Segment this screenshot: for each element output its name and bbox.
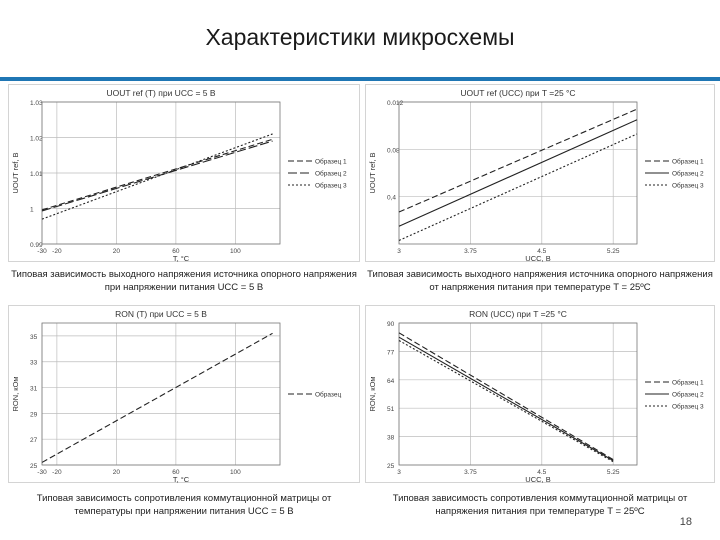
y-tick-label: 33 bbox=[30, 359, 38, 367]
x-tick-label: 100 bbox=[229, 469, 241, 476]
x-tick-label: -30 bbox=[37, 248, 47, 255]
x-tick-label: 3 bbox=[397, 469, 401, 476]
x-axis-label: UCC, В bbox=[525, 254, 551, 262]
y-tick-label: 1.01 bbox=[30, 171, 43, 178]
y-tick-label: 0,4 bbox=[387, 194, 397, 202]
page-number: 18 bbox=[679, 516, 692, 528]
caption-chart-2: Типовая зависимость выходного напряжения источника опорного напряжения от напряжения питания при температуре T = 25ºC bbox=[367, 269, 713, 293]
y-tick-label: 1.02 bbox=[30, 135, 43, 143]
x-tick-label: 100 bbox=[229, 248, 241, 255]
x-axis-label: T, °C bbox=[172, 475, 190, 483]
chart-ucc-uref bbox=[365, 84, 715, 262]
x-tick-label: -30 bbox=[37, 469, 47, 476]
legend-label: Образец 2 bbox=[315, 170, 347, 178]
chart-ucc-ron bbox=[365, 305, 715, 483]
x-tick-label: 3.75 bbox=[464, 469, 477, 476]
y-axis-label: RON, кОм bbox=[11, 376, 20, 412]
y-tick-label: 35 bbox=[30, 333, 38, 341]
y-axis-label: UOUT ref, В bbox=[11, 152, 20, 194]
y-tick-label: 90 bbox=[387, 321, 395, 328]
y-tick-label: 29 bbox=[30, 411, 38, 419]
x-tick-label: 3 bbox=[397, 248, 401, 255]
x-tick-label: 5.25 bbox=[606, 248, 620, 255]
y-tick-label: 31 bbox=[30, 385, 38, 393]
legend-label: Образец 1 bbox=[672, 379, 704, 387]
page-title: Характеристики микросхемы bbox=[205, 24, 515, 50]
legend-label: Образец 2 bbox=[672, 391, 704, 399]
legend-label: Образец 1 bbox=[315, 158, 347, 166]
chart-title: UOUT ref (UCC) при T =25 °C bbox=[460, 88, 576, 98]
chart-title: RON (T) при UCC = 5 В bbox=[115, 309, 207, 319]
legend-label: Образец 1 bbox=[672, 158, 704, 166]
legend-label: Образец 3 bbox=[315, 182, 347, 190]
y-tick-label: 0.08 bbox=[387, 147, 400, 155]
x-axis-label: UCC, В bbox=[525, 475, 551, 483]
legend-label: Образец 2 bbox=[672, 170, 704, 178]
chart-title: UOUT ref (T) при UCC = 5 В bbox=[106, 88, 216, 98]
caption-chart-4: Типовая зависимость сопротивления коммутационной матрицы от напряжения питания при температуре T = 25ºC bbox=[392, 493, 688, 517]
y-tick-label: 77 bbox=[387, 349, 395, 357]
title-divider bbox=[0, 77, 720, 81]
x-tick-label: 4.5 bbox=[537, 248, 547, 255]
y-tick-label: 51 bbox=[387, 406, 395, 414]
y-tick-label: 38 bbox=[387, 434, 395, 442]
chart-title: RON (UCC) при T =25 °C bbox=[469, 309, 567, 319]
y-tick-label: 1 bbox=[30, 206, 34, 214]
legend-label: Образец 3 bbox=[672, 182, 704, 190]
y-tick-label: 27 bbox=[30, 437, 38, 445]
x-tick-label: 4.5 bbox=[537, 469, 547, 476]
x-tick-label: 20 bbox=[112, 248, 120, 255]
legend-label: Образец 3 bbox=[672, 403, 704, 411]
chart-temp-ron bbox=[8, 305, 360, 483]
y-tick-label: 64 bbox=[387, 377, 395, 385]
y-tick-label: 25 bbox=[30, 463, 38, 470]
y-axis-label: RON, кОм bbox=[368, 376, 377, 412]
chart-temp-uref bbox=[8, 84, 360, 262]
y-tick-label: 0.99 bbox=[30, 242, 43, 249]
y-tick-label: 25 bbox=[387, 463, 395, 470]
x-tick-label: 20 bbox=[112, 469, 120, 476]
x-tick-label: 60 bbox=[172, 469, 180, 476]
caption-chart-3: Типовая зависимость сопротивления коммутационной матрицы от температуры при напряжении питания UCC = 5 В bbox=[36, 493, 332, 517]
y-tick-label: 1.03 bbox=[30, 100, 43, 107]
x-axis-label: T, °C bbox=[172, 254, 190, 262]
y-axis-label: UOUT ref, В bbox=[368, 152, 377, 194]
x-tick-label: 3.75 bbox=[464, 248, 477, 255]
legend-label: Образец bbox=[315, 391, 342, 399]
x-tick-label: 5.25 bbox=[606, 469, 620, 476]
y-tick-label: 0.012 bbox=[387, 100, 404, 107]
x-tick-label: 60 bbox=[172, 248, 180, 255]
caption-chart-1: Типовая зависимость выходного напряжения источника опорного напряжения при напряжении питания UCC = 5 В bbox=[11, 269, 357, 293]
x-tick-label: -20 bbox=[52, 248, 62, 255]
x-tick-label: -20 bbox=[52, 469, 62, 476]
